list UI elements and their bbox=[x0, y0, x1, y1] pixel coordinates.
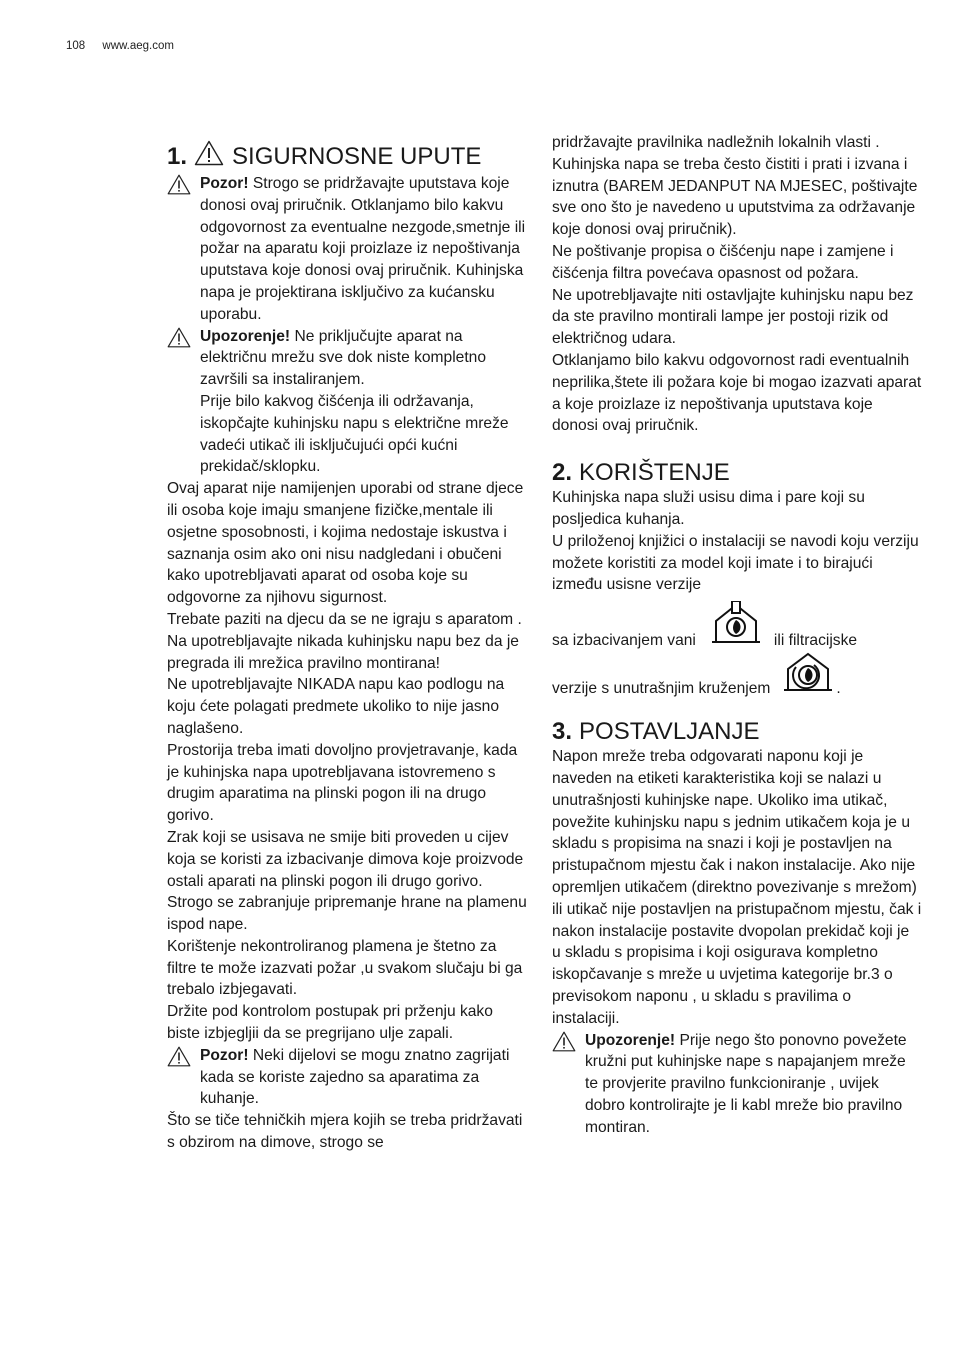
ducted-extraction-icon bbox=[712, 601, 760, 652]
warning-1-text bbox=[200, 173, 527, 326]
paragraph: U priloženoj knjižici o instalaciji se navodi koju verziju možete koristiti za model koji imate i to birajući između usisne verzije bbox=[552, 532, 919, 594]
warning-block-3 bbox=[167, 1045, 527, 1110]
recirculation-label: verzije s unutrašnjim kruženjem bbox=[552, 680, 771, 698]
warning-block-2 bbox=[167, 326, 527, 479]
paragraph: Na upotrebljavajte nikada kuhinjsku napu bez da je pregrada ili mrežica pravilno montirana! bbox=[167, 632, 519, 672]
warning-1-label: Pozor! bbox=[200, 175, 249, 192]
section2-heading bbox=[552, 459, 922, 487]
warning-2-label: Upozorenje! bbox=[200, 327, 291, 345]
warning-triangle-icon bbox=[552, 1031, 576, 1052]
paragraph: Ne upotrebljavajte niti ostavljajte kuhinjsku napu bez da ste pravilno montirali lampe jer postoji rizik od električnog udara. bbox=[552, 286, 914, 348]
warning-3-body: Neki dijelovi se mogu znatno zagrijati kada se koriste zajedno sa aparatima za kuhanje. bbox=[200, 1046, 510, 1108]
warning-1-body: Strogo se pridržavajte uputstava koje donosi ovaj priručnik. Otklanjamo bilo kakvu odgovornost za eventualne nezgode,smetnje ili požar na aparatu koji proizlaze iz nepoštivanja uputstava koje donosi ovaj priručnik. Kuhinjska napa je projektirana isključivo za kućansku uporabu. bbox=[200, 175, 526, 323]
warning-triangle-icon bbox=[194, 140, 232, 173]
paragraph: Ne poštivanje propisa o čišćenju nape i zamjene i čišćenja filtra povećava opasnost od požara. bbox=[552, 242, 894, 282]
warning-block-4 bbox=[552, 1030, 922, 1139]
paragraph: Prostorija treba imati dovoljno provjetravanje, kada je kuhinjska napa upotrebljavana istovremeno s drugim aparatima na plinski pogon ili na drugo gorivo. bbox=[167, 741, 518, 825]
paragraph: Trebate paziti na djecu da se ne igraju s aparatom . bbox=[167, 610, 522, 628]
warning-3-label: Pozor! bbox=[200, 1046, 249, 1064]
site-url: www.aeg.com bbox=[102, 40, 174, 52]
section3-title: POSTAVLJANJE bbox=[579, 718, 760, 746]
section2-number: 2. bbox=[552, 459, 573, 487]
ducted-label: sa izbacivanjem vani bbox=[552, 632, 696, 650]
warning-3-text bbox=[200, 1045, 527, 1110]
warning-4-body: Prije nego što ponovno povežete kružni put kuhinjske nape s napajanjem mreže te provjerite pravilno funkcioniranje , uvijek dobro kontrolirajte je li kabl mreže bio pravilno montiran. bbox=[585, 1031, 907, 1136]
paragraph: Napon mreže treba odgovarati naponu koji je naveden na etiketi karakteristika koji se nalazi u unutrašnjosti kuhinjske nape. Ukoliko ima utikač, povežite kuhinjsku napu s jednim utikačem koja je u skladu s propisima na snazi i koji je postavljen na pristupačnom mjestu čak i nakon instalacije. Ako nije opremljen utikačem (direktno povezivanje s mrežom) ili utikač nije postavljen na pristupačnom mjestu, čak i nakon instalacije postavite dvopolan prekidač koji je u skladu s propisima i koji osigurava kompletno iskopčavanje s mreže u uvjetima kategorije br.3 o previsokom naponu , u skladu s pravilima o instalaciji. bbox=[552, 748, 922, 1027]
warning-4-label: Upozorenje! bbox=[585, 1031, 676, 1049]
paragraph: Zrak koji se usisava ne smije biti proveden u cijev koja se koristi za izbacivanje dimova koje proizvode ostali aparati na plinski pogon ili drugo gorivo. bbox=[167, 828, 524, 890]
section1-number: 1. bbox=[167, 142, 188, 170]
warning-triangle-icon bbox=[167, 327, 191, 348]
paragraph: Ovaj aparat nije namijenjen uporabi od strane djece ili osoba koje imaju smanjene fizičke,mentale ili osjetne sposobnosti, i kojima nedostaje iskustva i saznanja osim ako oni nisu nadgledani i obučeni kako upotrebljavati aparat od osoba koje su odgovorne za njihovu sigurnost. bbox=[167, 480, 524, 607]
section3-heading bbox=[552, 718, 922, 746]
filter-label: ili filtracijske bbox=[773, 632, 858, 650]
paragraph: Držite pod kontrolom postupak pri prženju kako biste izbjegljii da se pregrijano ulje zapali. bbox=[167, 1003, 493, 1043]
paragraph: Kuhinjska napa služi usisu dima i pare koji su posljedica kuhanja. bbox=[552, 489, 865, 528]
section2-title: KORIŠTENJE bbox=[579, 459, 730, 487]
recirculation-version-line bbox=[552, 654, 922, 700]
paragraph: Što se tiče tehničkih mjera kojih se treba pridržavati s obzirom na dimove, strogo se bbox=[167, 1112, 523, 1152]
warning-4-text bbox=[585, 1030, 922, 1139]
paragraph: Kuhinjska napa se treba često čistiti i prati i izvana i iznutra (BAREM JEDANPUT NA MJESEC, poštivajte sve ono što je navedeno u uputstvima za održavanje koje donosi ovaj priručnik). bbox=[552, 155, 918, 239]
section3-number: 3. bbox=[552, 718, 573, 746]
warning-2-text-2: Prije bilo kakvog čišćenja ili održavanja, iskopčajte kuhinjsku napu s električne mreže vadeći utikač ili isključujući opći kućni prekidač/sklopku. bbox=[200, 392, 509, 476]
left-column bbox=[167, 132, 527, 1154]
page-number: 108 bbox=[66, 40, 86, 52]
warning-2-text bbox=[200, 326, 527, 391]
period: . bbox=[836, 680, 841, 698]
section1-heading bbox=[167, 140, 527, 173]
page-header bbox=[66, 40, 188, 52]
paragraph: Otklanjamo bilo kakvu odgovornost radi eventualnih neprilika,štete ili požara koje bi mogao izazvati aparat a koje proizlaze iz nepoštivanja uputstava koje donosi ovaj priručnik. bbox=[552, 351, 922, 435]
warning-2-body: Ne priključujte aparat na električnu mrežu sve dok niste kompletno završili sa instaliranjem. bbox=[200, 327, 487, 389]
warning-block-1 bbox=[167, 173, 527, 326]
right-column bbox=[552, 132, 922, 1138]
section1-title: SIGURNOSNE UPUTE bbox=[232, 142, 482, 170]
recirculation-icon bbox=[784, 651, 832, 700]
warning-triangle-icon bbox=[167, 1046, 191, 1067]
paragraph: Ne upotrebljavajte NIKADA napu kao podlogu na koju ćete polagati predmete ukoliko to nije jasno naglašeno. bbox=[167, 676, 505, 737]
paragraph: Strogo se zabranjuje pripremanje hrane na plamenu ispod nape. bbox=[167, 894, 527, 934]
warning-triangle-icon bbox=[167, 174, 191, 195]
ducted-version-line bbox=[552, 606, 922, 652]
paragraph: pridržavajte pravilnika nadležnih lokalnih vlasti . bbox=[552, 134, 880, 151]
paragraph: Korištenje nekontroliranog plamena je štetno za filtre te može izazvati požar ,u svakom slučaju bi ga trebalo izbjegavati. bbox=[167, 937, 523, 999]
